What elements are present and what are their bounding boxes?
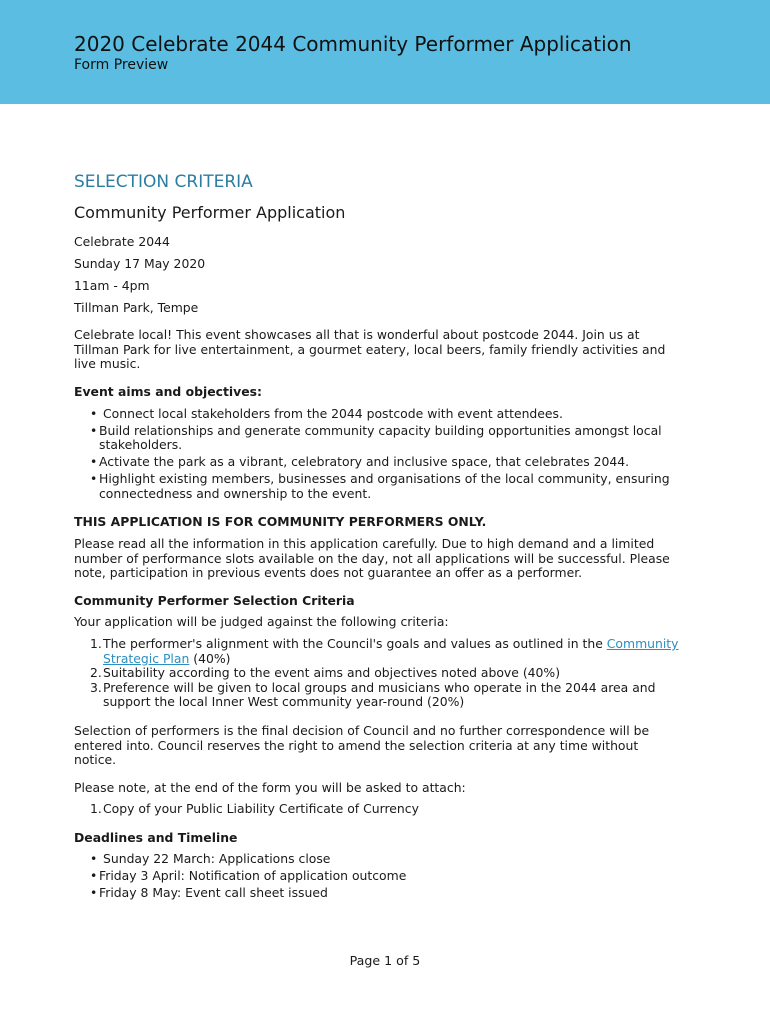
criterion-text: Preference will be given to local groups and musicians who operate in the 2044 area and support the local Inner West community year-round (20%) xyxy=(103,679,656,710)
section-subtitle: Community Performer Application xyxy=(74,203,346,222)
criterion-text: Suitability according to the event aims and objectives noted above (40%) xyxy=(103,665,561,681)
bullet-icon: • xyxy=(90,454,98,470)
deadline-text: Sunday 22 March: Applications close xyxy=(103,851,331,867)
list-item xyxy=(74,455,684,470)
aim-text: Highlight existing members, businesses and organisations of the local community, ensuring connectedness and ownership to the event. xyxy=(99,471,670,501)
bullet-icon: • xyxy=(90,405,98,421)
list-number: 1. xyxy=(90,801,102,817)
list-item xyxy=(74,886,684,901)
list-item xyxy=(74,424,684,453)
section-title: SELECTION CRITERIA xyxy=(74,172,253,192)
page-number: Page 1 of 5 xyxy=(349,953,421,968)
deadline-text: Friday 3 April: Notification of application outcome xyxy=(99,868,407,884)
bullet-icon: • xyxy=(90,471,98,487)
attach-list xyxy=(74,802,684,817)
list-item xyxy=(74,666,684,681)
page-subtitle: Form Preview xyxy=(74,57,169,73)
bullet-icon: • xyxy=(90,851,98,867)
criterion-weight: (40%) xyxy=(189,650,231,666)
list-number: 1. xyxy=(90,635,102,651)
list-item xyxy=(74,472,684,501)
attach-intro: Please note, at the end of the form you will be asked to attach: xyxy=(74,779,466,795)
bullet-icon: • xyxy=(90,885,98,901)
aims-heading: Event aims and objectives: xyxy=(74,384,262,400)
list-item xyxy=(74,869,684,884)
deadlines-list xyxy=(74,852,684,901)
event-location: Tillman Park, Tempe xyxy=(74,299,199,315)
event-date: Sunday 17 May 2020 xyxy=(74,255,206,271)
form-content xyxy=(74,171,684,915)
criteria-heading: Community Performer Selection Criteria xyxy=(74,592,355,608)
list-item xyxy=(74,852,684,867)
list-item xyxy=(74,802,684,817)
list-item xyxy=(74,681,684,710)
aims-list xyxy=(74,407,684,502)
deadline-text: Friday 8 May: Event call sheet issued xyxy=(99,885,328,901)
notice-paragraph: Please read all the information in this application carefully. Due to high demand and a limited number of performance slots available on the day, not all applications will be successful. Please note, participation in previous events does not guarantee an offer as a performer. xyxy=(74,535,670,581)
event-time: 11am - 4pm xyxy=(74,277,150,293)
aim-text: Activate the park as a vibrant, celebratory and inclusive space, that celebrates 2044. xyxy=(99,454,630,470)
criteria-intro: Your application will be judged against the following criteria: xyxy=(74,614,449,630)
notice-heading: THIS APPLICATION IS FOR COMMUNITY PERFORMERS ONLY. xyxy=(74,514,487,530)
intro-paragraph: Celebrate local! This event showcases all that is wonderful about postcode 2044. Join us at Tillman Park for live entertainment, a gourmet eatery, local beers, family friendly activities and live music. xyxy=(74,327,666,372)
list-item xyxy=(74,637,684,666)
list-number: 2. xyxy=(90,665,102,681)
strategic-plan-link[interactable]: Community Strategic Plan xyxy=(103,635,679,666)
criteria-list xyxy=(74,637,684,710)
deadlines-heading: Deadlines and Timeline xyxy=(74,829,238,845)
list-number: 3. xyxy=(90,679,102,695)
page-title: 2020 Celebrate 2044 Community Performer Application xyxy=(74,32,632,56)
criterion-text: The performer's alignment with the Council's goals and values as outlined in the xyxy=(103,635,607,651)
list-item xyxy=(74,407,684,422)
bullet-icon: • xyxy=(90,868,98,884)
attach-item: Copy of your Public Liability Certificate of Currency xyxy=(103,801,419,817)
aim-text: Connect local stakeholders from the 2044 postcode with event attendees. xyxy=(103,405,563,421)
header-banner xyxy=(0,0,770,104)
bullet-icon: • xyxy=(90,422,98,438)
aim-text: Build relationships and generate community capacity building opportunities amongst local stakeholders. xyxy=(99,422,662,453)
event-name: Celebrate 2044 xyxy=(74,234,170,249)
selection-note: Selection of performers is the final decision of Council and no further correspondence will be entered into. Council reserves the right to amend the selection criteria at any time without notice. xyxy=(74,722,650,768)
